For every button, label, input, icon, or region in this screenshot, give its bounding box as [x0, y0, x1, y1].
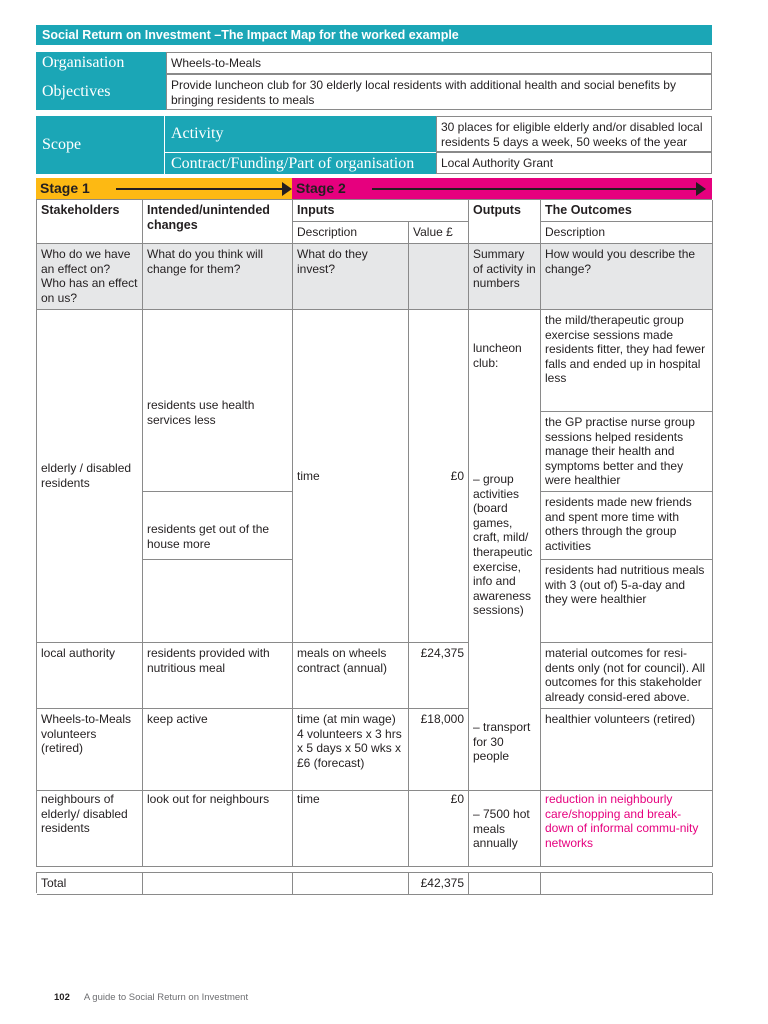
- outcome-fitter: the mild/therapeutic group exercise sessions made residents fitter, they had fewer falls and ended up in hospital less: [541, 310, 713, 412]
- input-meals-contract: meals on wheels contract (annual): [293, 643, 409, 709]
- stakeholder-elderly: [37, 310, 143, 643]
- header-input-description: Description: [293, 222, 409, 244]
- header-outputs: Outputs: [469, 200, 541, 244]
- stakeholder-volunteers: Wheels-to-Meals volunteers (retired): [37, 709, 143, 791]
- output-transport: – transport for 30 people: [473, 720, 531, 764]
- question-outputs: Summary of activity in numbers: [469, 244, 541, 310]
- scope-contract-value: Local Authority Grant: [436, 152, 712, 174]
- footer-text: A guide to Social Return on Investment: [83, 992, 249, 1003]
- arrow-right-icon: [282, 182, 292, 196]
- output-hot-meals: – 7500 hot meals annually: [473, 807, 530, 851]
- value-volunteers: £18,000: [409, 709, 469, 791]
- question-stakeholders: Who do we have an effect on? Who has an effect on us?: [37, 244, 143, 310]
- scope-label: Scope: [36, 116, 164, 174]
- input-neighbours-time: time: [293, 789, 409, 867]
- arrow-right-icon: [696, 182, 706, 196]
- input-volunteer-time: time (at min wage) 4 volunteers x 3 hrs x 5 days x 50 wks x £6 (forecast): [293, 709, 409, 791]
- scope-activity-value: 30 places for eligible elderly and/or disabled local residents 5 days a week, 50 weeks of the year: [436, 116, 712, 152]
- question-value: [409, 244, 469, 310]
- page-footer: [54, 992, 248, 1003]
- total-empty-2: [293, 873, 409, 895]
- stage-1-arrow: [116, 188, 284, 190]
- outcome-healthier-volunteers: healthier volunteers (retired): [541, 709, 713, 791]
- stakeholder-elderly-text: elderly / disabled residents: [41, 461, 132, 490]
- header-inputs: Inputs: [293, 200, 469, 222]
- outcome-neighbourly-care: reduction in neighbourly care/shopping and break-down of informal commu-nity networks: [541, 789, 713, 867]
- input-elderly-text: time: [297, 468, 320, 483]
- value-elderly: [409, 310, 469, 643]
- stage-1-bar: [36, 178, 292, 199]
- header-input-value: Value £: [409, 222, 469, 244]
- total-empty-4: [541, 873, 713, 895]
- value-local-authority: £24,375: [409, 643, 469, 709]
- neighbours-row: [36, 789, 712, 867]
- objectives-label: Objectives: [36, 74, 166, 110]
- change-health-services: residents use health services less: [143, 310, 293, 492]
- question-outcomes: How would you describe the change?: [541, 244, 713, 310]
- question-inputs: What do they invest?: [293, 244, 409, 310]
- scope-contract-label: Contract/Funding/Part of organisation: [164, 152, 436, 174]
- total-row: [36, 872, 712, 893]
- header-stakeholders: Stakeholders: [37, 200, 143, 244]
- organisation-value: Wheels-to-Meals: [166, 52, 712, 74]
- change-out-of-house: residents get out of the house more: [143, 492, 293, 560]
- total-empty-1: [143, 873, 293, 895]
- total-value: £42,375: [409, 873, 469, 895]
- total-label: Total: [37, 873, 143, 895]
- stage-2-bar: [292, 178, 712, 199]
- header-changes: Intended/unintended changes: [143, 200, 293, 244]
- question-changes: What do you think will change for them?: [143, 244, 293, 310]
- stakeholder-local-authority: local authority: [37, 643, 143, 709]
- outcome-healthier: the GP practise nurse group sessions helped residents manage their health and symptoms better and they were healthier: [541, 412, 713, 492]
- outcome-material: material outcomes for resi-dents only (not for council). All outcomes for this stakeholder already consid-ered above.: [541, 643, 713, 709]
- change-keep-active: keep active: [143, 709, 293, 791]
- organisation-label: Organisation: [36, 52, 166, 74]
- outputs-cell-continued: [469, 789, 541, 867]
- outcome-nutritious-meals: residents had nutritious meals with 3 (out of) 5-a-day and they were healthier: [541, 560, 713, 643]
- input-elderly: [293, 310, 409, 643]
- value-neighbours: £0: [409, 789, 469, 867]
- header-outcome-description: Description: [541, 222, 713, 244]
- scope-activity-label: Activity: [164, 116, 436, 152]
- outputs-cell: [469, 310, 541, 851]
- stage-1-label: Stage 1: [40, 180, 90, 196]
- total-empty-3: [469, 873, 541, 895]
- objectives-value: Provide luncheon club for 30 elderly local residents with additional health and social benefits by bringing residents to meals: [166, 74, 712, 110]
- stage-2-label: Stage 2: [296, 180, 346, 196]
- page-number: 102: [54, 992, 70, 1003]
- stakeholder-neighbours: neighbours of elderly/ disabled residents: [37, 789, 143, 867]
- change-empty: [143, 560, 293, 643]
- change-look-out: look out for neighbours: [143, 789, 293, 867]
- page-title: Social Return on Investment –The Impact Map for the worked example: [36, 25, 712, 45]
- stage-2-arrow: [372, 188, 698, 190]
- change-nutritious-meal: residents provided with nutritious meal: [143, 643, 293, 709]
- header-outcomes: The Outcomes: [541, 200, 713, 222]
- output-luncheon-club: luncheon club:: [473, 341, 522, 370]
- output-group-activities: – group activities (board games, craft, mild/ therapeutic exercise, info and awareness sessions): [473, 472, 533, 618]
- value-elderly-text: £0: [450, 468, 464, 483]
- outcome-new-friends: residents made new friends and spent more time with others through the group activities: [541, 492, 713, 560]
